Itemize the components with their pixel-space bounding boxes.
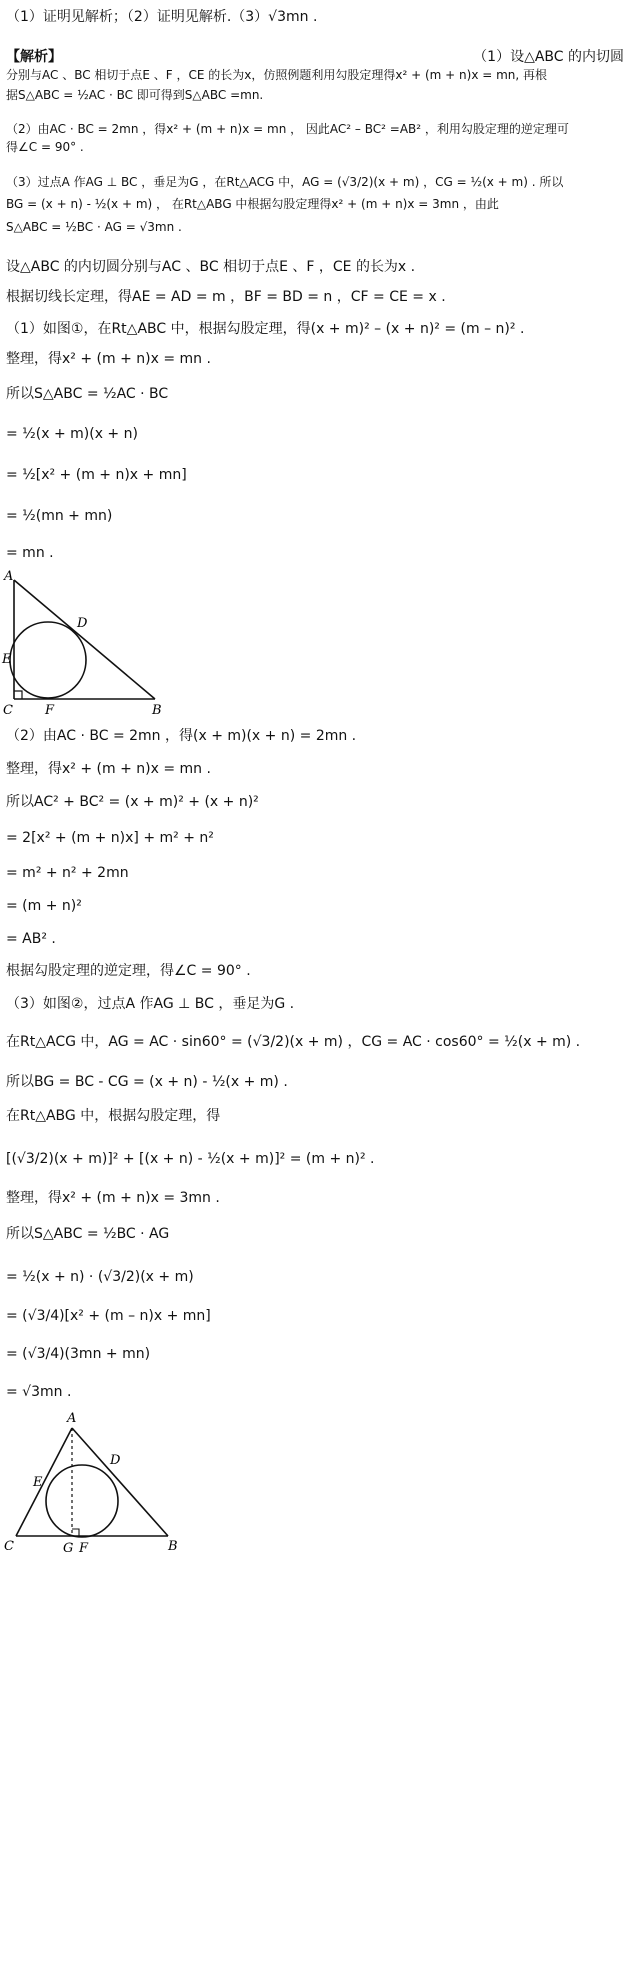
part2-line-6: = (m + n)² bbox=[6, 898, 82, 914]
analysis-p1-a: （1）设△ABC 的内切圆 bbox=[473, 49, 624, 65]
fig2-label-g: G bbox=[63, 1541, 74, 1556]
part1-line-3: 所以S△ABC = ½AC · BC bbox=[6, 386, 169, 402]
analysis-tag: 【解析】 bbox=[6, 49, 62, 65]
part2-line-8: 根据勾股定理的逆定理，得∠C = 90° . bbox=[6, 963, 251, 979]
part2-line-7: = AB² . bbox=[6, 931, 56, 947]
part3-line-8: = ½(x + n) · (√3/2)(x + m) bbox=[6, 1269, 194, 1285]
figure-2 bbox=[0, 1408, 210, 1561]
fig1-label-c: C bbox=[3, 703, 13, 718]
answer-line: （1）证明见解析；（2）证明见解析.（3）√3mn . bbox=[6, 9, 318, 25]
analysis-p3-c: S△ABC = ½BC · AG = √3mn . bbox=[6, 220, 182, 234]
fig1-label-f: F bbox=[45, 703, 55, 718]
analysis-p1-c: 据S△ABC = ½AC · BC 即可得到S△ABC =mn. bbox=[6, 88, 264, 102]
part3-line-1: （3）如图②，过点A 作AG ⊥ BC ，垂足为G . bbox=[6, 996, 295, 1012]
part3-line-2: 在Rt△ACG 中，AG = AC · sin60° = (√3/2)(x + m) ，CG = AC · cos60° = ½(x + m) . bbox=[6, 1034, 581, 1050]
part3-line-10: = (√3/4)(3mn + mn) bbox=[6, 1346, 151, 1362]
fig2-label-a: A bbox=[67, 1411, 77, 1426]
part3-line-6: 整理，得x² + (m + n)x = 3mn . bbox=[6, 1190, 220, 1206]
part3-line-7: 所以S△ABC = ½BC · AG bbox=[6, 1226, 170, 1242]
analysis-p2-a: （2）由AC · BC = 2mn ，得x² + (m + n)x = mn ， 因此AC² – BC² =AB² ，利用勾股定理的逆定理可 bbox=[6, 122, 569, 136]
fig2-label-e: E bbox=[33, 1475, 43, 1490]
analysis-p1-b: 分别与AC 、BC 相切于点E 、F ，CE 的长为x，仿照例题利用勾股定理得x² + (m + n)x = mn, 再根 bbox=[6, 68, 548, 82]
part2-line-1: （2）由AC · BC = 2mn ，得(x + m)(x + n) = 2mn . bbox=[6, 728, 357, 744]
solution-tangent: 根据切线长定理，得AE = AD = m ，BF = BD = n ，CF = CE = x . bbox=[6, 289, 446, 305]
part3-line-3: 所以BG = BC - CG = (x + n) - ½(x + m) . bbox=[6, 1074, 288, 1090]
fig2-label-b: B bbox=[168, 1539, 178, 1554]
part3-line-9: = (√3/4)[x² + (m – n)x + mn] bbox=[6, 1308, 211, 1324]
part1-line-4: = ½(x + m)(x + n) bbox=[6, 426, 138, 442]
fig2-label-d: D bbox=[110, 1453, 121, 1468]
part2-line-3: 所以AC² + BC² = (x + m)² + (x + n)² bbox=[6, 794, 259, 810]
analysis-p3-a: （3）过点A 作AG ⊥ BC ，垂足为G ，在Rt△ACG 中，AG = (√3/2)(x + m) ，CG = ½(x + m) . 所以 bbox=[6, 175, 564, 189]
analysis-p3-b: BG = (x + n) - ½(x + m) ， 在Rt△ABG 中根据勾股定理得x² + (m + n)x = 3mn ，由此 bbox=[6, 197, 499, 211]
part3-line-11: = √3mn . bbox=[6, 1384, 72, 1400]
part1-line-7: = mn . bbox=[6, 545, 54, 561]
fig1-label-d: D bbox=[77, 616, 88, 631]
part3-line-4: 在Rt△ABG 中，根据勾股定理，得 bbox=[6, 1108, 221, 1124]
part2-line-2: 整理，得x² + (m + n)x = mn . bbox=[6, 761, 211, 777]
fig1-label-a: A bbox=[4, 569, 14, 584]
solution-intro: 设△ABC 的内切圆分别与AC 、BC 相切于点E 、F ，CE 的长为x . bbox=[6, 259, 416, 275]
part1-line-2: 整理，得x² + (m + n)x = mn . bbox=[6, 351, 211, 367]
part3-line-5: [(√3/2)(x + m)]² + [(x + n) - ½(x + m)]² = (m + n)² . bbox=[6, 1151, 375, 1167]
analysis-p2-b: 得∠C = 90° . bbox=[6, 140, 84, 154]
fig2-label-f: F bbox=[79, 1541, 89, 1556]
part1-line-6: = ½(mn + mn) bbox=[6, 508, 113, 524]
part2-line-5: = m² + n² + 2mn bbox=[6, 865, 129, 881]
part2-line-4: = 2[x² + (m + n)x] + m² + n² bbox=[6, 830, 214, 846]
part1-line-1: （1）如图①，在Rt△ABC 中，根据勾股定理，得(x + m)² – (x + n)² = (m – n)² . bbox=[6, 321, 525, 337]
fig1-label-e: E bbox=[2, 652, 12, 667]
fig2-label-c: C bbox=[4, 1539, 14, 1554]
figure-1 bbox=[0, 568, 210, 718]
fig1-label-b: B bbox=[152, 703, 162, 718]
part1-line-5: = ½[x² + (m + n)x + mn] bbox=[6, 467, 187, 483]
